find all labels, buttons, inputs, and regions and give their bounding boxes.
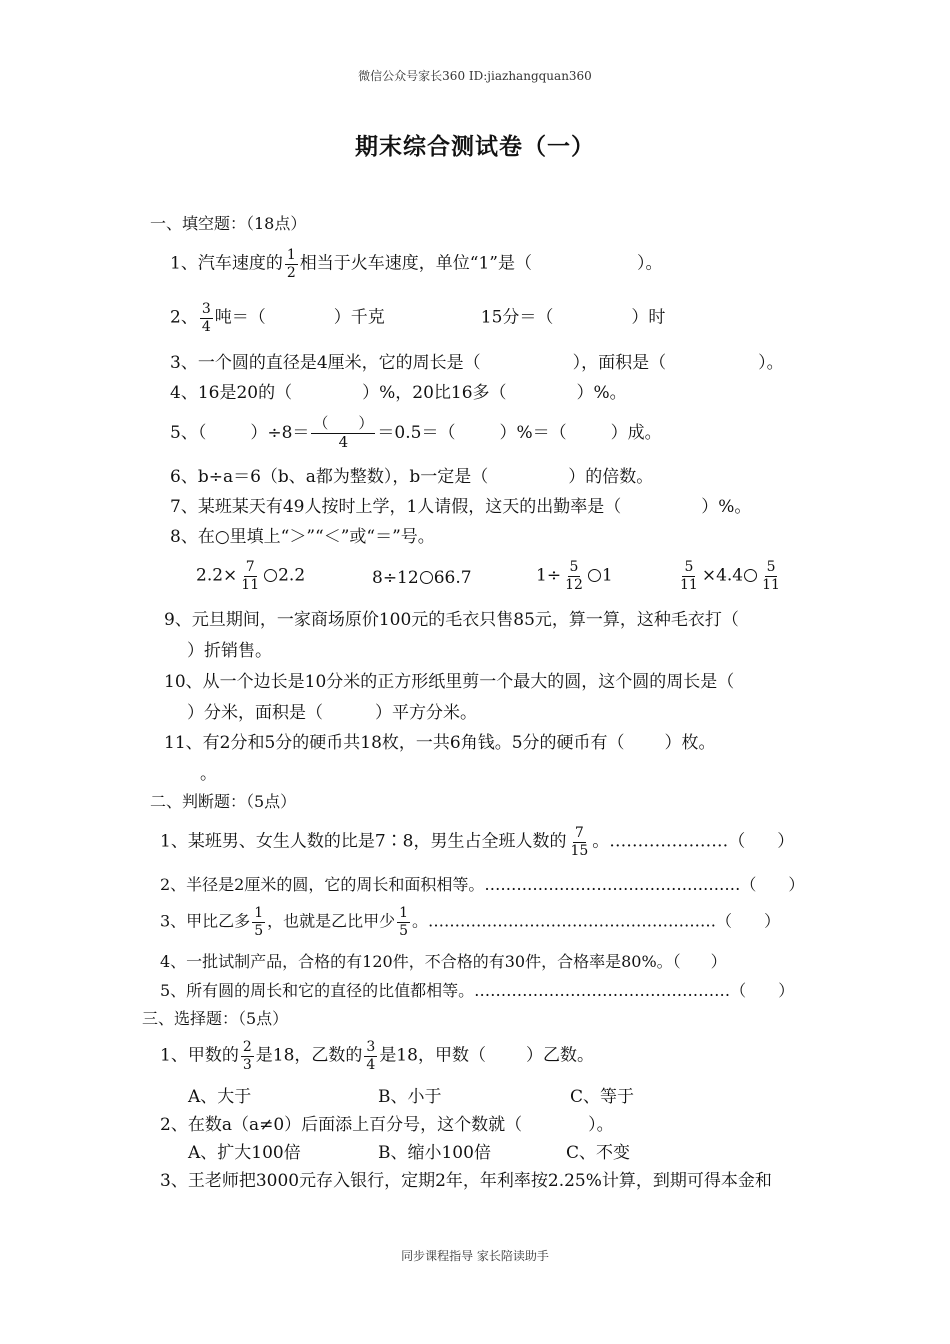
- q-text: 5、（: [170, 422, 207, 443]
- q-text: ）时: [631, 307, 666, 328]
- q-text: 3、甲比乙多: [160, 911, 251, 931]
- q-text: ）%。: [576, 383, 627, 403]
- q-text: ）: [777, 831, 795, 852]
- page-title: 期末综合测试卷（一）: [355, 134, 595, 160]
- q-text: 2、: [170, 307, 198, 328]
- fraction: $\frac{5}{11}$: [680, 559, 698, 593]
- q-text: 5、所有圆的周长和它的直径的比值都相等。…………………………………………（: [160, 981, 747, 1000]
- q-text: ）: [778, 981, 795, 1000]
- s1-question-2: [170, 302, 665, 334]
- q-text: ）。: [636, 253, 663, 274]
- q-text: ）%＝（: [499, 422, 567, 443]
- q-text: ）。: [758, 353, 784, 373]
- s2-question-4: [160, 954, 727, 970]
- section-choice-heading: 三、选择题：（5点）: [142, 1009, 289, 1028]
- fraction: $\frac{3}{4}$: [201, 301, 211, 335]
- section-judge-heading: 二、判断题：（5点）: [150, 792, 297, 811]
- s1-question-11: [164, 735, 716, 752]
- q-text: 1、某班男、女生人数的比是7∶8，男生占全班人数的: [160, 831, 567, 852]
- s1-question-4: [170, 385, 627, 402]
- s1-question-8: 8、在○里填上“＞”“＜”或“＝”号。: [170, 527, 435, 547]
- s1-question-5: [170, 416, 662, 451]
- q-text: 2、半径是2厘米的圆，它的周长和面积相等。…………………………………………（: [160, 875, 757, 894]
- q-text: 1、甲数的: [160, 1045, 239, 1066]
- s3-q2-option-b[interactable]: B、缩小100倍: [378, 1143, 491, 1163]
- q-text: ）: [788, 875, 805, 894]
- q-text: 是18，甲数（: [379, 1045, 486, 1066]
- s3-q1-option-b[interactable]: B、小于: [378, 1087, 442, 1107]
- q-text: ）: [710, 952, 727, 971]
- q-text: 15分＝（: [480, 307, 554, 328]
- page-footer: 同步课程指导 家长陪读助手: [401, 1249, 549, 1263]
- q-text: 6、b÷a＝6（b、a都为整数），b一定是（: [170, 467, 489, 487]
- fraction: $\frac{( )}{4}$: [313, 414, 374, 451]
- q-text: 4、16是20的（: [170, 383, 293, 403]
- fraction: $\frac{1}{5}$: [254, 905, 264, 939]
- s1-question-10-cont: [187, 705, 477, 722]
- s3-q1-option-c[interactable]: C、等于: [570, 1087, 635, 1107]
- answer-circle[interactable]: [264, 569, 277, 582]
- s3-q2-option-c[interactable]: C、不变: [566, 1143, 631, 1163]
- q-text: 7、某班某天有49人按时上学，1人请假，这天的出勤率是（: [170, 497, 622, 517]
- s1-question-6: [170, 469, 653, 486]
- s2-question-3: [160, 906, 780, 938]
- s1-question-1: [170, 248, 662, 280]
- q-text: 。…………………（: [592, 831, 746, 852]
- s2-question-2: [160, 877, 804, 893]
- q8-item-3: 1÷ $\frac{5}{12}$ 1: [536, 559, 613, 593]
- q-text: 3、一个圆的直径是4厘米，它的周长是（: [170, 353, 481, 373]
- fraction: $\frac{2}{3}$: [242, 1039, 252, 1073]
- q-text: ）乙数。: [525, 1045, 594, 1066]
- page-header: 微信公众号家长360 ID:jiazhangquan360: [358, 69, 592, 83]
- s2-question-5: [160, 983, 794, 999]
- q-text: 2、在数a（a≠0）后面添上百分号，这个数就（: [160, 1115, 523, 1135]
- s1-question-9: 9、元旦期间，一家商场原价100元的毛衣只售85元，算一算，这种毛衣打（: [164, 610, 739, 630]
- q-text: 是18，乙数的: [255, 1045, 363, 1066]
- s3-q2-option-a[interactable]: A、扩大100倍: [188, 1143, 301, 1163]
- fraction: $\frac{5}{11}$: [762, 559, 780, 593]
- q-text: ）: [764, 911, 781, 931]
- fraction: $\frac{5}{12}$: [565, 559, 583, 593]
- q-text: ），面积是（: [572, 353, 667, 373]
- q-text: 1、汽车速度的: [170, 253, 283, 274]
- s1-question-7: [170, 499, 751, 516]
- q-text: ）。: [588, 1115, 614, 1135]
- s1-question-3: [170, 355, 784, 372]
- q-text: 。………………………………………………（: [412, 911, 733, 931]
- q-text: ）分米，面积是（: [187, 703, 323, 723]
- q8-item-1: 2.2× $\frac{7}{11}$ 2.2: [196, 559, 306, 593]
- s3-question-2: [160, 1117, 614, 1134]
- q-text: ）÷8＝: [250, 422, 310, 443]
- answer-circle[interactable]: [420, 571, 433, 584]
- fraction: $\frac{7}{11}$: [241, 559, 260, 593]
- q-text: ）千克: [333, 307, 385, 328]
- q-text: ）枚。: [664, 733, 716, 753]
- q-text: ）平方分米。: [375, 703, 477, 723]
- fraction: $\frac{1}{5}$: [399, 905, 409, 939]
- q-text: ＝0.5＝（: [377, 422, 456, 443]
- s3-question-3: 3、王老师把3000元存入银行，定期2年，年利率按2.25%计算，到期可得本金和: [160, 1171, 772, 1191]
- s1-question-11-cont: 。: [200, 764, 217, 784]
- section-fill-blank-heading: 一、填空题：（18点）: [150, 214, 307, 233]
- q-text: ，也就是乙比甲少: [267, 911, 396, 931]
- q-text: 11、有2分和5分的硬币共18枚，一共6角钱。5分的硬币有（: [164, 733, 625, 753]
- q-text: ）%。: [701, 497, 752, 517]
- s3-question-1: [160, 1040, 594, 1072]
- q-text: ）的倍数。: [568, 467, 654, 487]
- s1-question-9-cont: ）折销售。: [187, 641, 272, 661]
- fraction: $\frac{1}{2}$: [286, 247, 296, 281]
- q-text: ）成。: [610, 422, 662, 443]
- answer-circle[interactable]: [588, 569, 601, 582]
- s2-question-1: [160, 826, 794, 858]
- q-text: 相当于火车速度，单位“1”是（: [299, 253, 532, 274]
- q8-item-4: $\frac{5}{11}$ ×4.4 $\frac{5}{11}$: [680, 559, 780, 593]
- answer-circle[interactable]: [744, 569, 757, 582]
- q-text: 吨＝（: [214, 307, 266, 328]
- s1-question-10: 10、从一个边长是10分米的正方形纸里剪一个最大的圆，这个圆的周长是（: [164, 672, 735, 692]
- q-text: ）%，20比16多（: [362, 383, 507, 403]
- q8-item-2: 8÷12 66.7: [372, 568, 472, 588]
- s3-q1-option-a[interactable]: A、大于: [188, 1087, 252, 1107]
- q-text: 4、一批试制产品，合格的有120件，不合格的有30件，合格率是80%。（: [160, 952, 681, 971]
- fraction: $\frac{7}{15}$: [570, 825, 589, 859]
- fraction: $\frac{3}{4}$: [366, 1039, 376, 1073]
